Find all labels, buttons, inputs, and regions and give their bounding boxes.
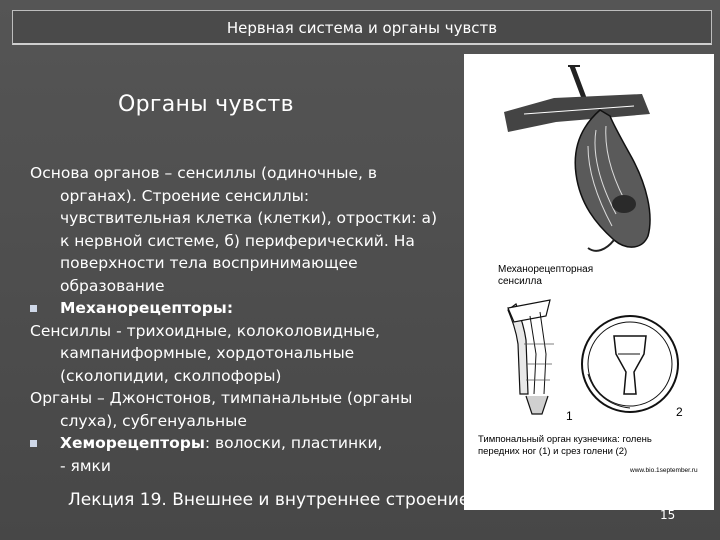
- page-number: 15: [660, 508, 676, 522]
- bullet-chemoreceptors-label: Хеморецепторы: [60, 434, 205, 452]
- intro-line: образование: [60, 276, 165, 295]
- figure-panel: [464, 54, 714, 510]
- intro-line: органах). Строение сенсиллы:: [60, 186, 310, 205]
- caption-sensilla-line1: Механорецепторная: [498, 264, 594, 275]
- bullet-chemoreceptors-continuation: - ямки: [60, 456, 111, 475]
- caption-sensilla-line2: сенсилла: [498, 276, 542, 287]
- slide-subtitle: Органы чувств: [118, 92, 294, 117]
- sensilla-line: кампаниформные, хордотональные: [60, 344, 355, 362]
- bullet-square-icon: [30, 305, 37, 312]
- caption-tympanal-line1: Тимпональный орган кузнечика: голень: [478, 434, 652, 445]
- intro-line: Основа органов – сенсиллы (одиночные, в: [30, 164, 377, 182]
- sensilla-illustrations: [464, 54, 714, 510]
- tympanal-section-drawing: [582, 316, 678, 412]
- intro-line: чувствительная клетка (клетки), отростки: а): [60, 209, 438, 227]
- bullet-chemoreceptors: [30, 432, 460, 455]
- bullet-mechanoreceptors: [30, 297, 460, 320]
- figure-label-1: 1: [566, 409, 573, 423]
- intro-paragraph: [30, 162, 460, 297]
- figure-label-2: 2: [676, 405, 683, 419]
- tympanal-leg-drawing: [508, 300, 554, 414]
- header-title: Нервная система и органы чувств: [226, 19, 498, 37]
- mechanoreceptor-sensilla-drawing: [504, 66, 650, 251]
- sensilla-line: Сенсиллы - трихоидные, колоколовидные,: [30, 321, 380, 340]
- slide-content: [30, 162, 460, 477]
- organs-line: слуха), субгенуальные: [60, 411, 247, 430]
- bullet-chemoreceptors-text: : волоски, пластинки,: [204, 434, 383, 452]
- bullet-mechanoreceptors-label: Механорецепторы:: [60, 299, 234, 317]
- organs-line: Органы – Джонстонов, тимпанальные (органы: [30, 389, 413, 407]
- watermark-text: www.bio.1september.ru: [630, 467, 698, 474]
- header-bar: [12, 10, 712, 45]
- intro-line: к нервной системе, б) периферический. На: [60, 231, 415, 250]
- sensilla-paragraph: [30, 320, 460, 388]
- footer-lecture-title: Лекция 19. Внешнее и внутреннее строение насекомых: [68, 490, 574, 510]
- sensilla-line: (сколопидии, сколпофоры): [60, 366, 282, 385]
- organs-paragraph: [30, 387, 460, 432]
- bullet-square-icon: [30, 440, 37, 447]
- intro-line: поверхности тела воспринимающее: [60, 254, 358, 272]
- caption-tympanal-line2: передних ног (1) и срез голени (2): [478, 446, 628, 457]
